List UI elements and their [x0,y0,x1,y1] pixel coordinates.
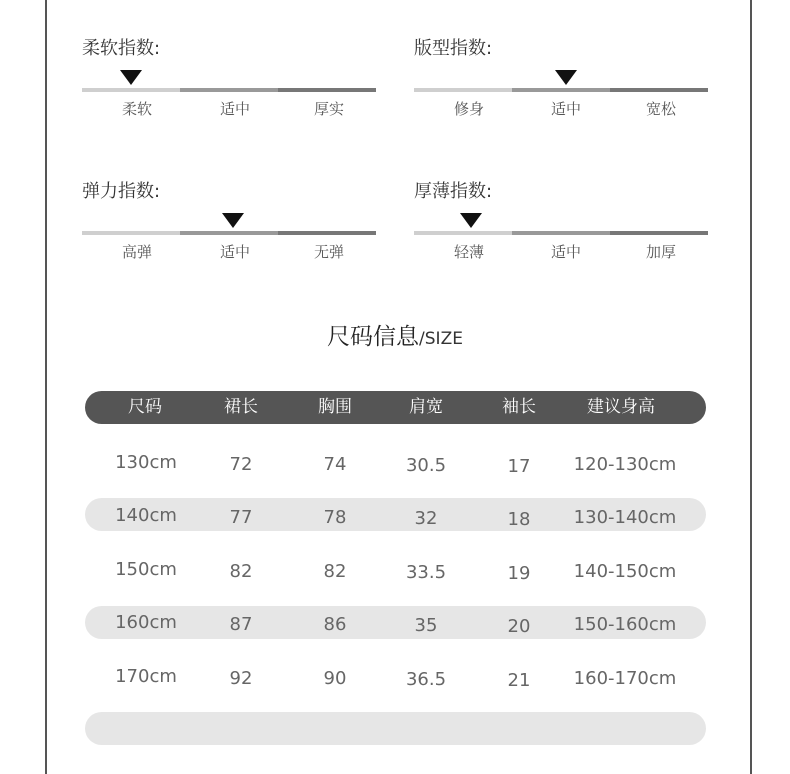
header-height: 建议身高 [587,397,655,417]
cell-size: 160cm [115,612,177,633]
index-title: 版型指数: [414,38,493,59]
header-chest: 胸围 [318,397,352,417]
cell-height: 150-160cm [573,614,677,635]
bar-segment [610,231,708,235]
cell-length: 72 [229,454,253,475]
bar-segment [512,231,610,235]
bar-segment [82,231,180,235]
size-info-title [0,318,790,351]
cell-chest: 82 [323,561,347,582]
segment-label: 高弹 [121,243,152,261]
size-title-cn: 尺码信息 [327,324,420,350]
cell-length: 82 [229,561,253,582]
cell-chest: 86 [323,614,347,635]
bar-segment [278,88,376,92]
index-marker-icon [555,70,577,85]
segment-label: 厚实 [313,100,344,118]
segment-label: 适中 [219,243,250,261]
cell-shoulder: 33.5 [405,562,447,583]
segment-label: 柔软 [121,100,152,118]
size-title-en: /SIZE [419,329,463,349]
cell-shoulder: 32 [414,508,438,529]
bar-segment [610,88,708,92]
segment-label: 加厚 [645,243,676,261]
index-title: 厚薄指数: [414,181,493,202]
cell-size: 130cm [115,452,177,473]
cell-height: 120-130cm [573,454,677,475]
header-size: 尺码 [128,397,162,417]
bar-segment [180,231,278,235]
cell-sleeve: 19 [507,563,531,584]
cell-height: 160-170cm [573,668,677,689]
header-length: 裙长 [224,397,258,417]
bar-segment [82,88,180,92]
index-marker-icon [120,70,142,85]
index-marker-icon [222,213,244,228]
size-table-header [85,391,706,424]
segment-label: 适中 [550,243,581,261]
cell-size: 150cm [115,559,177,580]
cell-length: 77 [229,507,253,528]
right-border [750,0,752,774]
header-sleeve: 袖长 [502,397,536,417]
header-shoulder: 肩宽 [409,397,443,417]
cell-length: 87 [229,614,253,635]
cell-chest: 90 [323,668,347,689]
cell-length: 92 [229,668,253,689]
bar-segment [512,88,610,92]
left-border [45,0,47,774]
segment-label: 宽松 [645,100,676,118]
cell-chest: 74 [323,454,347,475]
segment-label: 轻薄 [453,243,484,261]
index-marker-icon [460,213,482,228]
cell-height: 130-140cm [573,507,677,528]
table-row-band [85,712,706,745]
cell-sleeve: 18 [507,509,531,530]
segment-label: 适中 [219,100,250,118]
index-title: 柔软指数: [82,38,161,59]
cell-shoulder: 30.5 [405,455,447,476]
cell-height: 140-150cm [573,561,677,582]
bar-segment [414,88,512,92]
bar-segment [414,231,512,235]
cell-sleeve: 20 [507,616,531,637]
bar-segment [278,231,376,235]
segment-label: 修身 [453,100,484,118]
cell-shoulder: 36.5 [405,669,447,690]
bar-segment [180,88,278,92]
cell-shoulder: 35 [414,615,438,636]
cell-size: 170cm [115,666,177,687]
cell-sleeve: 21 [507,670,531,691]
cell-size: 140cm [115,505,177,526]
index-title: 弹力指数: [82,181,161,202]
segment-label: 无弹 [313,243,344,261]
cell-chest: 78 [323,507,347,528]
segment-label: 适中 [550,100,581,118]
cell-sleeve: 17 [507,456,531,477]
